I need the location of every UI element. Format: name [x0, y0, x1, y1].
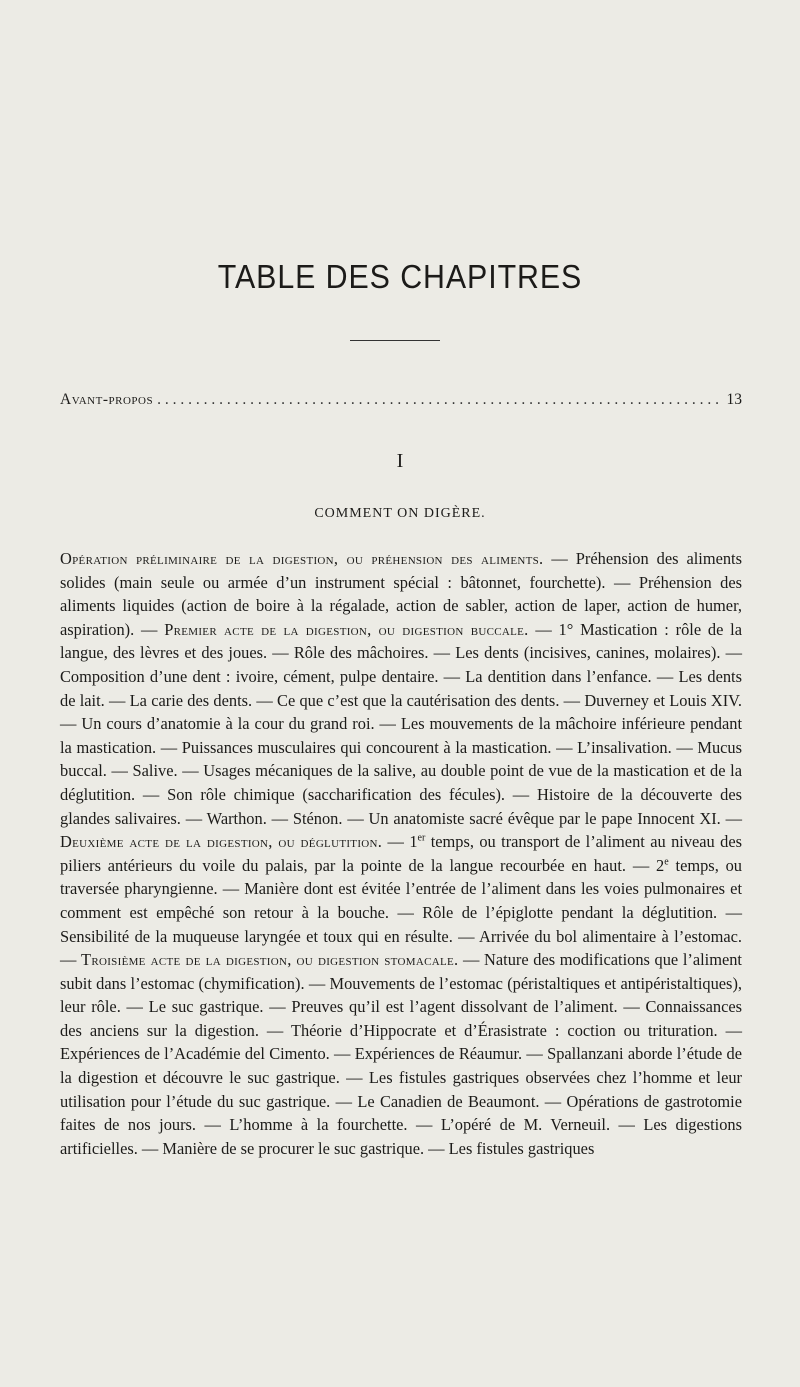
toc-leader-dots [157, 391, 722, 409]
toc-entry-page: 13 [726, 391, 742, 408]
section-text-digestion-buccale: — 1° Mastication : rôle de la langue, des lèvres et des joues. — Rôle des mâchoires. — Les dents (incisives, canines, molaires). — Composition d’une dent : ivoire, cément, pulpe dentaire. — La dentition dans l’enfance. — Les dents de lait. — La carie des dents. — Ce que c’est que la cautérisation des dents. — Duverney et Louis XIV. — Un cours d’anatomie à la cour du grand roi. — Les mouvements de la mâchoire inférieure pendant la mastication. — Puissances musculaires qui concourent à la mastication. — L’insalivation. — Mucus buccal. — Salive. — Usages mécaniques de la salive, au double point de vue de la mastication et de la déglutition. — Son rôle chimique (saccharification des fécules). — Histoire de la découverte des glandes salivaires. — Warthon. — Sténon. — Un anatomiste sacré évêque par le pape Innocent XI. — [60, 619, 743, 828]
part-number: I [396, 450, 404, 472]
section-heading-prehension: Opération préliminaire de la digestion, ou préhension des aliments. [60, 549, 544, 568]
divider-rule [350, 340, 440, 341]
section-heading-digestion-stomacale: Troisième acte de la digestion, ou digestion stomacale. [81, 950, 459, 970]
toc-entry-avant-propos[interactable] [60, 391, 742, 409]
section-text-deglutition-a: — 1 [382, 832, 418, 852]
section-text-deglutition-b: temps, ou transport de l’aliment au niveau des piliers antérieurs du voile du palais, par la pointe de la langue recourbée en haut. — 2 [60, 832, 742, 875]
part-title: COMMENT ON DIGÈRE. [314, 506, 486, 521]
superscript-e: e [664, 856, 669, 868]
superscript-er: er [417, 832, 426, 844]
toc-entry-label: Avant-propos [60, 391, 154, 408]
chapter-summary [60, 547, 742, 1160]
section-text-deglutition-c: temps, ou traversée pharyngienne. — Manière dont est évitée l’entrée de l’aliment dans les voies pulmonaires et comment est empêché son retour à la bouche. — Rôle de l’épiglotte pendant la déglutition. — Sensibilité de la muqueuse laryngée et toux qui en résulte. — Arrivée du bol alimentaire à l’estomac. — [60, 855, 742, 970]
section-heading-digestion-buccale: Premier acte de la digestion, ou digestion buccale. [164, 619, 529, 639]
page-title: TABLE DES CHAPITRES [217, 258, 583, 295]
section-text-digestion-stomacale: — Nature des modifications que l’aliment subit dans l’estomac (chymification). — Mouvements de l’estomac (péristaltiques et antipéristaltiques), leur rôle. — Le suc gastrique. — Preuves qu’il est l’agent dissolvant de l’aliment. — Connaissances des anciens sur la digestion. — Théorie d’Hippocrate et d’Érasistrate : coction ou trituration. — Expériences de l’Académie del Cimento. — Expériences de Réaumur. — Spallanzani aborde l’étude de la digestion et découvre le suc gastrique. — Les fistules gastriques observées chez l’homme et leur utilisation pour l’étude du suc gastrique. — Le Canadien de Beaumont. — Opérations de gastrotomie faites de nos jours. — L’homme à la fourchette. — L’opéré de M. Verneuil. — Les digestions artificielles. — Manière de se procurer le suc gastrique. — Les fistules gastriques [60, 950, 742, 1158]
section-heading-deglutition: Deuxième acte de la digestion, ou déglutition. [60, 832, 383, 852]
section-text-prehension: — Préhension des aliments solides (main seule ou armée d’un instrument spécial : bâtonnet, fourchette). — Préhension des aliments liquides (action de boire à la régalade, action de sabler, action de laper, action de humer, aspiration). — [60, 549, 742, 639]
